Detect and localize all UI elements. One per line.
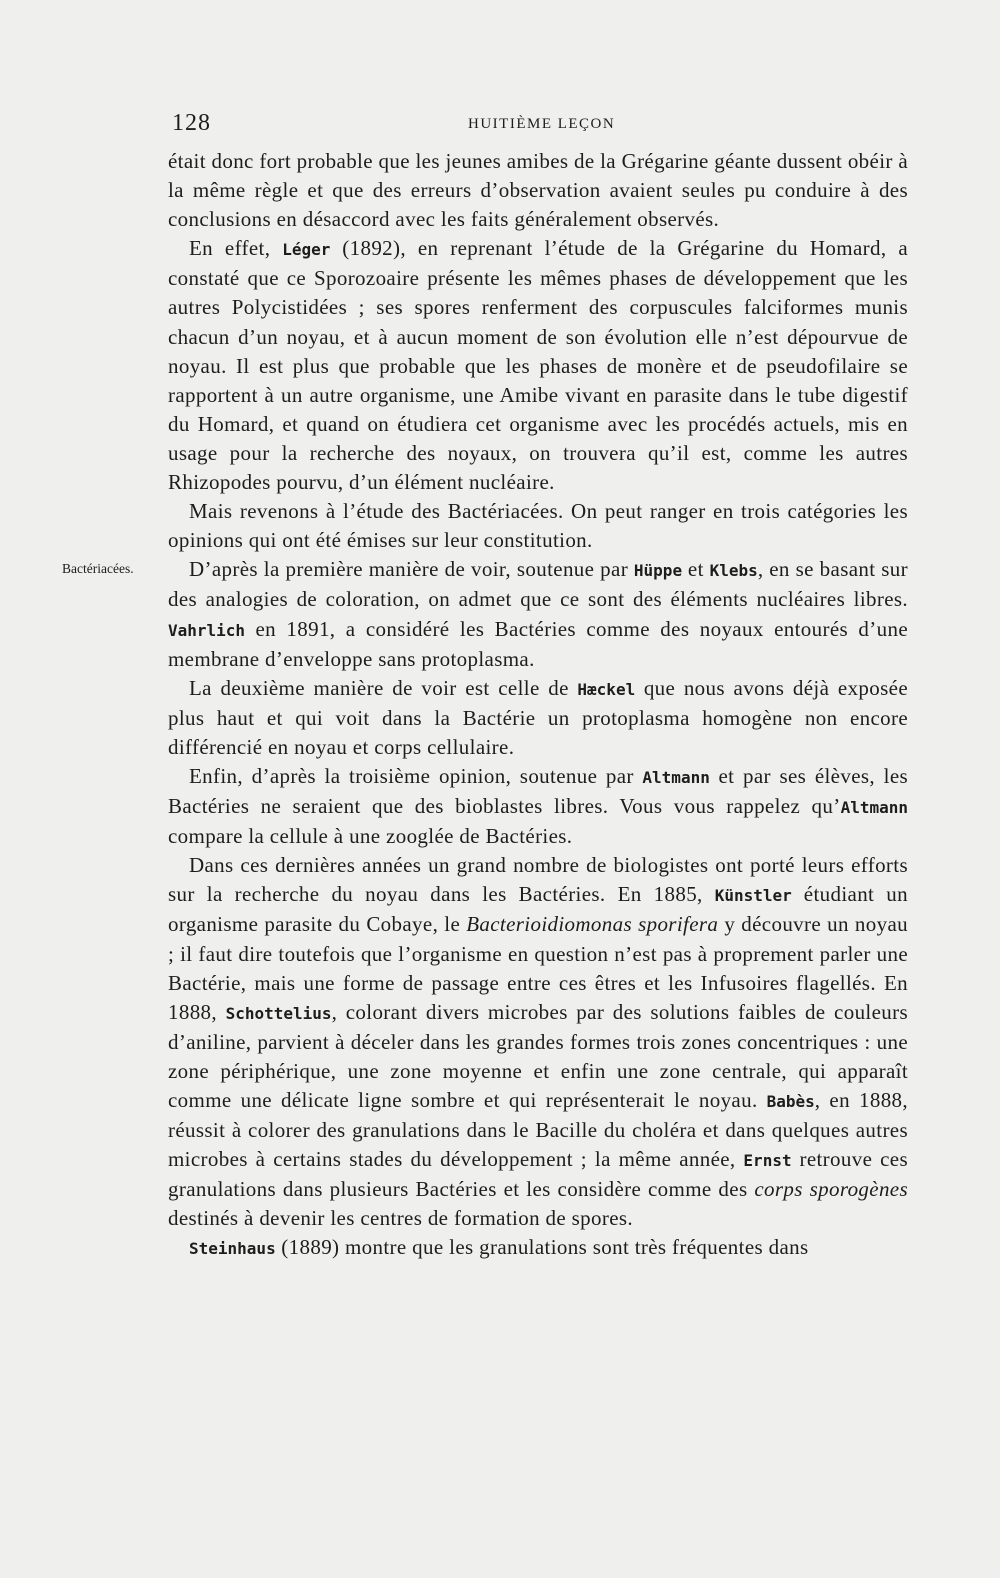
paragraph [168,1233,908,1263]
page-number: 128 [172,110,211,136]
text-span: Enfin, d’après la troisième opinion, soutenue par [189,763,643,788]
paragraph [168,674,908,762]
author-name: Künstler [714,886,792,906]
author-name: Babès [766,1092,815,1111]
emphasis-term: corps sporogènes [754,1177,908,1202]
running-head: HUITIÈME LEÇON [468,116,616,132]
author-name: Hæckel [577,679,636,699]
text-span: , en se basant sur des analogies de coloration, on admet que ce sont des éléments nucléaires libres. [168,557,908,612]
paragraph [168,762,908,851]
author-name: Ernst [743,1151,792,1171]
author-name: Hüppe [633,561,683,581]
author-name: Léger [282,240,331,260]
author-name: Klebs [709,561,758,581]
text-span: destinés à devenir les centres de formation de spores. [168,1206,633,1231]
text-span: que nous avons déjà exposée plus haut et qui voit dans la Bactérie un protoplasma homogène non encore différencié en noyau et corps cellulaire. [168,675,908,759]
text-span: et [682,557,710,582]
author-name: Altmann [840,798,908,818]
paragraph [168,555,908,673]
author-name: Steinhaus [189,1239,276,1259]
text-span: (1892), en reprenant l’étude de la Grégarine du Homard, a constaté que ce Sporozoaire présente les mêmes phases de développement que les autres Polycistidées ; ses spores renferment des corpuscules falciformes munis chacun d’un noyau, et à aucun moment de son évolution elle n’est dépourvue de noyau. Il est plus que probable que les phases de monère et de pseudofilaire se rapportent à un autre organisme, une Amibe vivant en parasite dans le tube digestif du Homard, et quand on étudiera cet organisme avec les procédés actuels, mis en usage pour la recherche des noyaux, on trouvera qu’il est, comme les autres Rhizopodes pourvu, d’un élément nucléaire. [168,236,908,495]
text-span: Mais revenons à l’étude des Bactériacées. On peut ranger en trois catégories les opinions qui ont été émises sur leur constitution. [168,499,908,553]
author-name: Schottelius [225,1003,332,1023]
text-span: en 1891, a considéré les Bactéries comme des noyaux entourés d’une membrane d’enveloppe sans protoplasma. [168,616,908,671]
margin-note: Bactériacées. [62,561,134,576]
paragraph [168,147,908,234]
species-name: Bacterioidiomonas sporifera [466,912,719,937]
text-span: La deuxième manière de voir est celle de [189,675,578,700]
text-span: , en 1888, réussit à colorer des granulations dans le Bacille du choléra et dans quelques autres microbes à certains stades du développement ; la même année, [168,1088,909,1172]
paragraph [168,497,908,555]
text-span: y découvre un noyau ; il faut dire toutefois que l’organisme en question n’est pas à proprement parler une Bactérie, mais une forme de passage entre ces êtres et les Infusoires flagellés. En 1888, [168,912,909,1024]
text-span: était donc fort probable que les jeunes amibes de la Grégarine géante dussent obéir à la même règle et que des erreurs d’observation avaient seules pu conduire à des conclusions en désaccord avec les faits généralement observés. [168,149,908,232]
text-span: et par ses élèves, les Bactéries ne seraient que des bioblastes libres. Vous vous rappelez qu’ [168,763,909,819]
page-header [172,110,912,140]
text-span: En effet, [189,236,283,261]
text-span: (1889) montre que les granulations sont très fréquentes dans [275,1235,809,1260]
text-span: Dans ces dernières années un grand nombre de biologistes ont porté leurs efforts sur la recherche du noyau dans les Bactéries. En 1885, [168,853,908,907]
text-span: étudiant un organisme parasite du Cobaye, le [168,882,908,937]
text-span: compare la cellule à une zooglée de Bactéries. [168,824,573,849]
text-span: , colorant divers microbes par des solutions faibles de couleurs d’aniline, parvient à déceler dans les grandes formes trois zones concentriques : une zone périphérique, une zone moyenne et enfin une zone centrale, qui apparaît comme une délicate ligne sombre et qui représenterait le noyau. [168,999,909,1112]
text-span: retrouve ces granulations dans plusieurs Bactéries et les considère comme des [168,1147,908,1202]
text-span: D’après la première manière de voir, soutenue par [189,557,634,582]
body-text [168,147,908,1264]
author-name: Vahrlich [168,620,246,640]
author-name: Altmann [642,767,710,787]
paragraph [168,851,908,1233]
paragraph [168,234,908,497]
